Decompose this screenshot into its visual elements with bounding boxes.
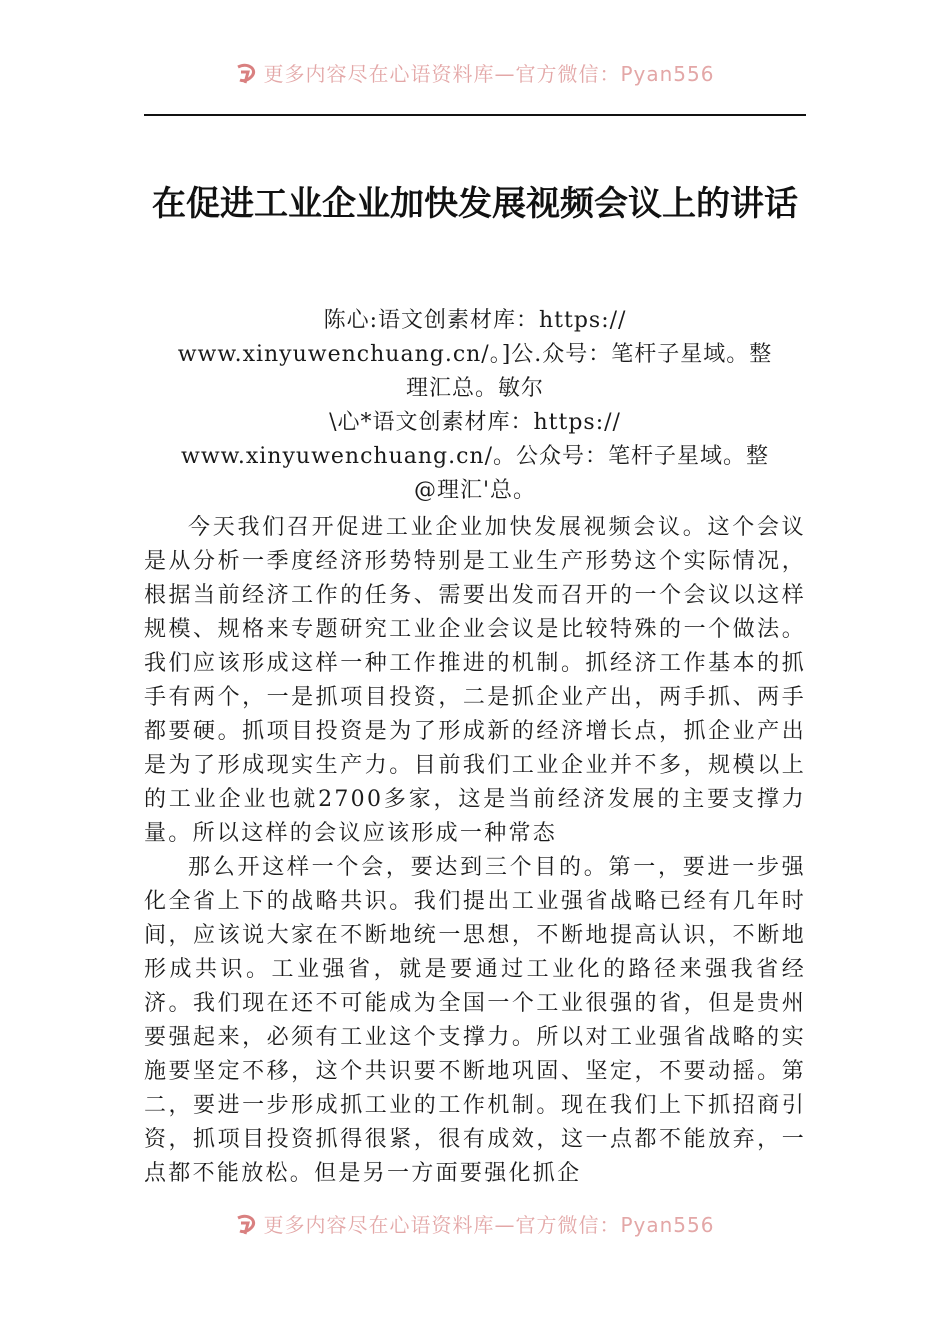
watermark-bottom (0, 1209, 950, 1238)
source-line: www.xinyuwenchuang.cn/。]公.众号：笔杆子星域。整 (177, 342, 773, 367)
document-body (144, 511, 806, 1191)
watermark-top (0, 58, 950, 87)
source-line: @理汇'总。 (413, 478, 537, 503)
logo-icon (235, 63, 257, 85)
logo-icon (235, 1214, 257, 1236)
source-line: 理汇总。敏尔 (405, 376, 544, 401)
body-paragraph: 那么开这样一个会，要达到三个目的。第一，要进一步强化全省上下的战略共识。我们提出工业强省战略已经有几年时间，应该说大家在不断地统一思想，不断地提高认识，不断地形成共识。工业强省，就是要通过工业化的路径来强我省经济。我们现在还不可能成为全国一个工业很强的省，但是贵州要强起来，必须有工业这个支撑力。所以对工业强省战略的实施要坚定不移，这个共识要不断地巩固、坚定，不要动摇。第二，要进一步形成抓工业的工作机制。现在我们上下抓招商引资，抓项目投资抓得很紧，很有成效，这一点都不能放弃，一点都不能放松。但是另一方面要强化抓企 (144, 855, 806, 1186)
source-note (144, 304, 806, 508)
source-line: \心*语文创素材库：https:// (329, 410, 621, 435)
watermark-text: 更多内容尽在心语资料库—官方微信：Pyan556 (263, 1213, 715, 1237)
header-rule (144, 114, 806, 116)
watermark-text: 更多内容尽在心语资料库—官方微信：Pyan556 (263, 62, 715, 86)
source-line: 陈心:语文创素材库：https:// (323, 308, 627, 333)
source-line: www.xinyuwenchuang.cn/。公众号：笔杆子星域。整 (180, 444, 770, 469)
body-paragraph: 今天我们召开促进工业企业加快发展视频会议。这个会议是从分析一季度经济形势特别是工业生产形势这个实际情况，根据当前经济工作的任务、需要出发而召开的一个会议以这样规模、规格来专题研究工业企业会议是比较特殊的一个做法。我们应该形成这样一种工作推进的机制。抓经济工作基本的抓手有两个，一是抓项目投资，二是抓企业产出，两手抓、两手都要硬。抓项目投资是为了形成新的经济增长点，抓企业产出是为了形成现实生产力。目前我们工业企业并不多，规模以上的工业企业也就2700多家，这是当前经济发展的主要支撑力量。所以这样的会议应该形成一种常态 (144, 515, 806, 846)
document-title: 在促进工业企业加快发展视频会议上的讲话 (152, 184, 798, 224)
